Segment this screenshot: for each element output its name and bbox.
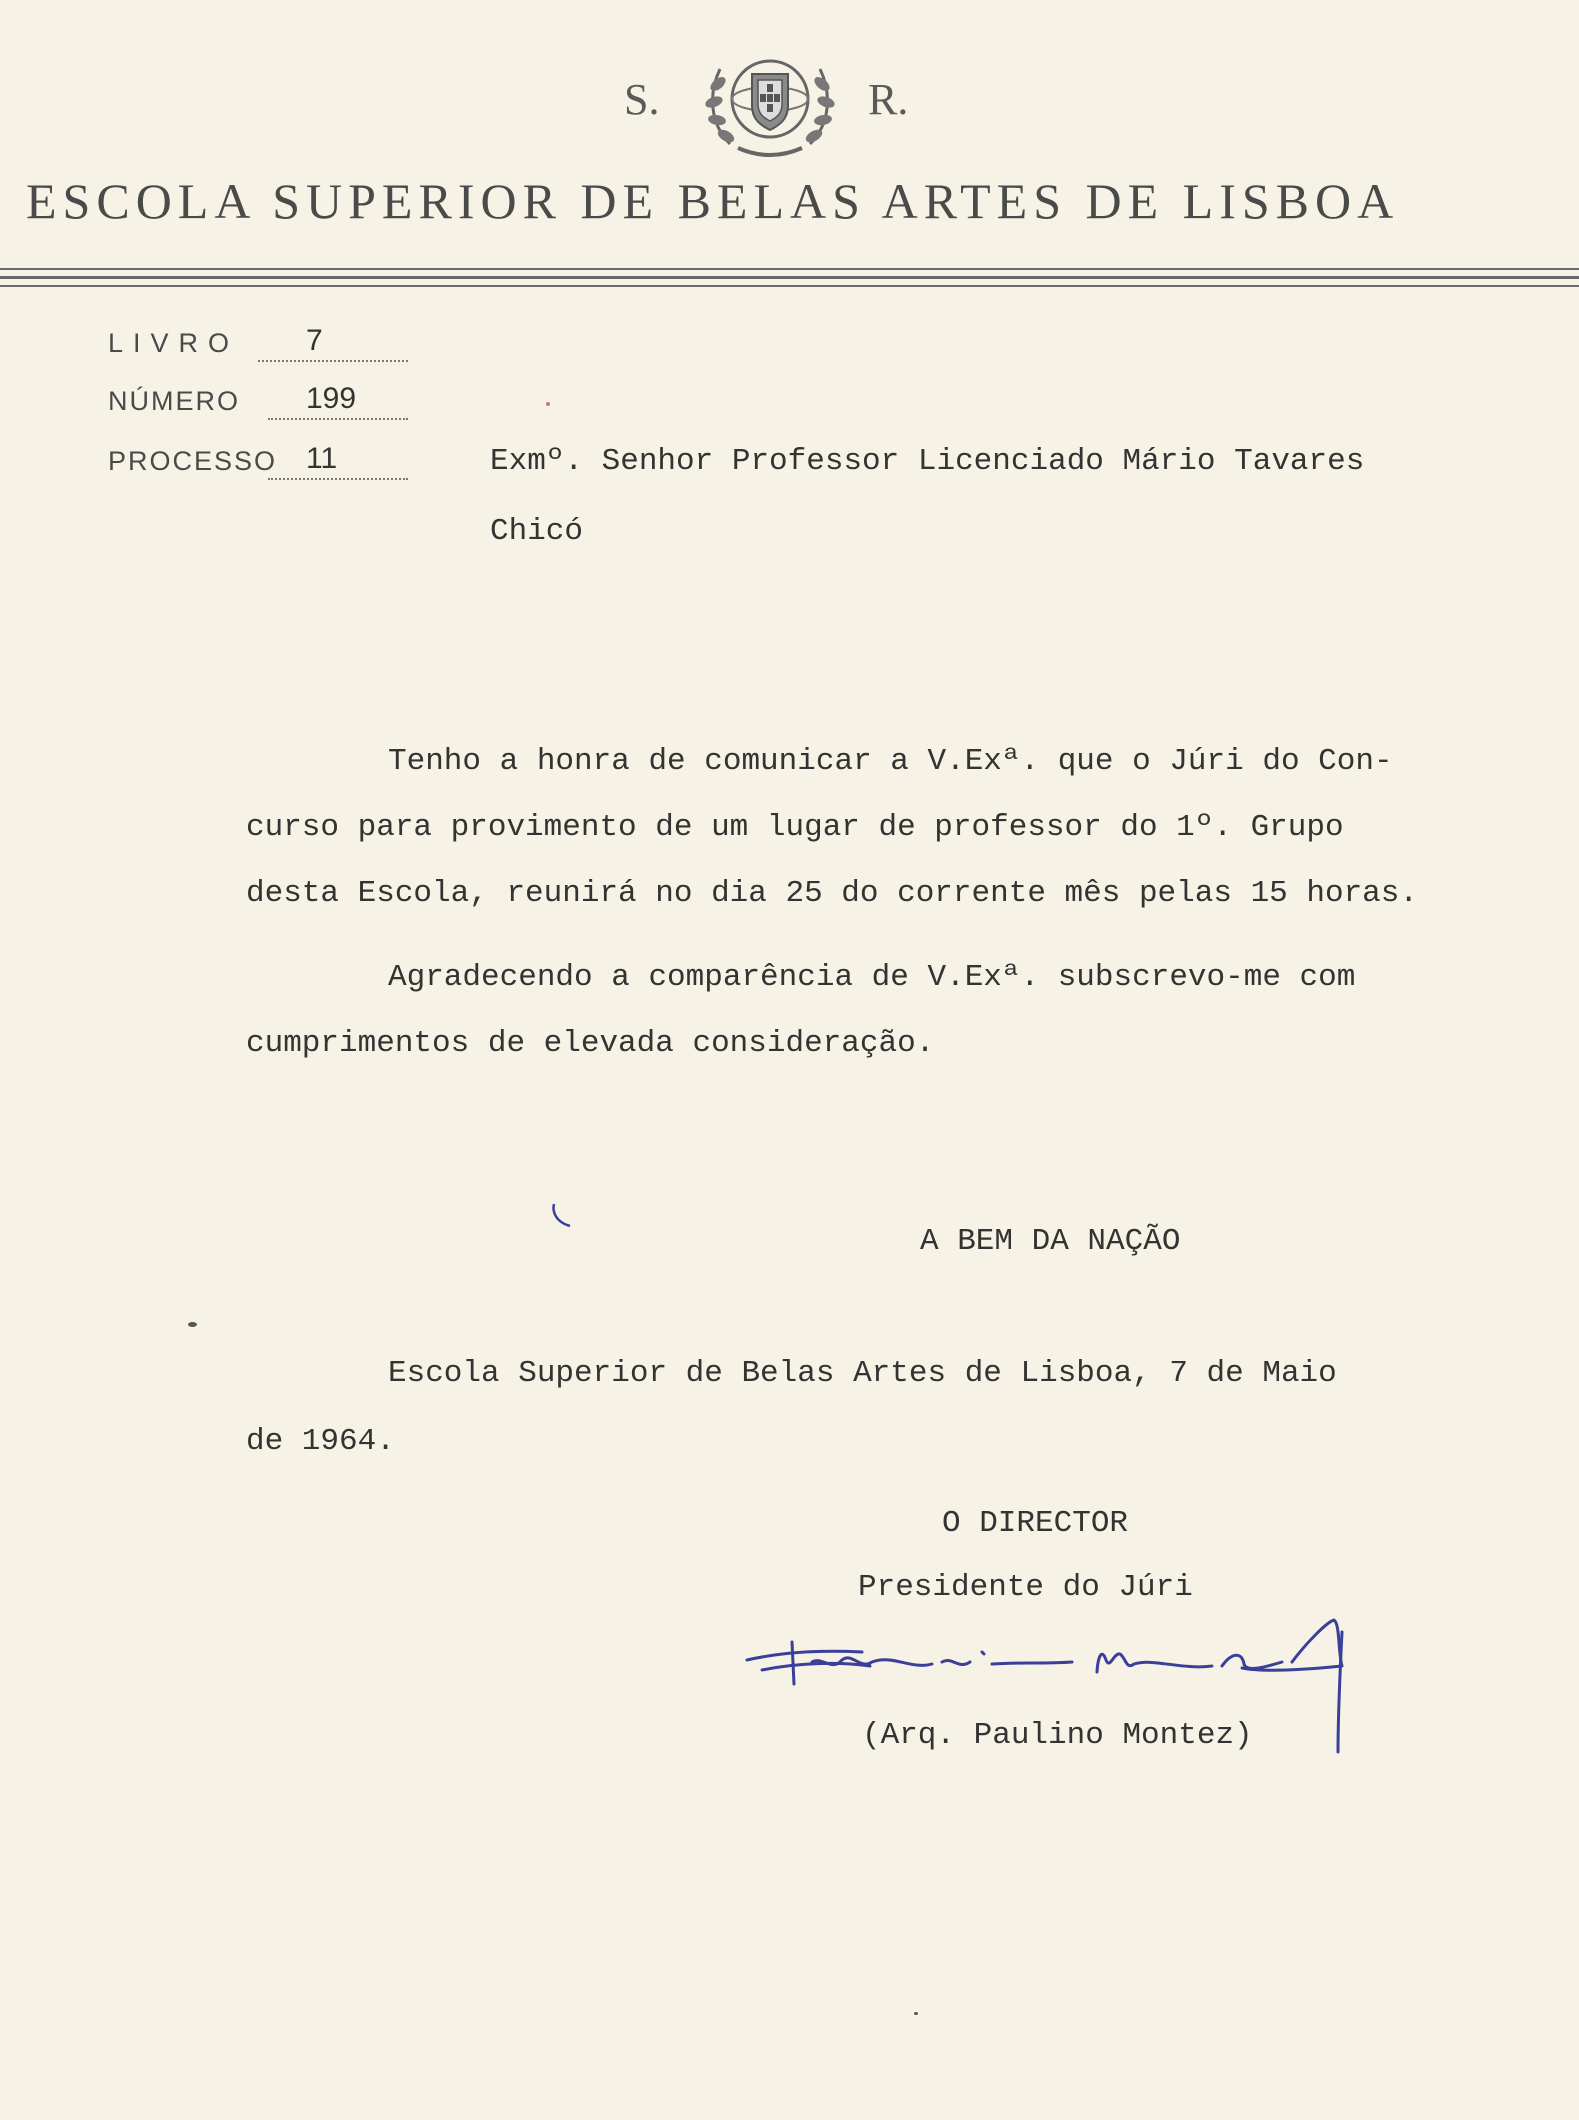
coat-of-arms-emblem [690, 44, 850, 164]
letterhead-left-initial: S. [624, 75, 660, 124]
livro-value: 7 [306, 324, 323, 357]
letterhead-divider [0, 276, 1579, 279]
ink-dot [914, 2012, 918, 2015]
place-date-line-1: Escola Superior de Belas Artes de Lisboa, 7 de Maio [388, 1356, 1337, 1391]
numero-dotted-line [268, 418, 408, 420]
body-paragraph-2-line-1: Agradecendo a comparência de V.Exª. subscrevo-me com [388, 960, 1356, 995]
processo-label: PROCESSO [108, 446, 278, 476]
body-paragraph-2-line-2: cumprimentos de elevada consideração. [246, 1026, 935, 1061]
letterhead-right-initial: R. [868, 75, 909, 124]
closing-motto: A BEM DA NAÇÃO [920, 1224, 1181, 1259]
processo-value: 11 [306, 442, 338, 475]
addressee-line-1: Exmº. Senhor Professor Licenciado Mário Tavares [490, 444, 1365, 479]
pen-mark-icon [548, 1200, 578, 1232]
school-name-heading: ESCOLA SUPERIOR DE BELAS ARTES DE LISBOA [26, 173, 1400, 229]
livro-dotted-line [258, 360, 408, 362]
signatory-name: (Arq. Paulino Montez) [862, 1718, 1253, 1753]
body-paragraph-1-line-2: curso para provimento de um lugar de professor do 1º. Grupo [246, 810, 1344, 845]
livro-label: LIVRO [108, 328, 240, 358]
ink-dot [188, 1322, 197, 1327]
numero-value: 199 [306, 382, 357, 415]
body-paragraph-1-line-3: desta Escola, reunirá no dia 25 do corrente mês pelas 15 horas. [246, 876, 1418, 911]
addressee-line-2: Chicó [490, 514, 584, 549]
letterhead-divider [0, 285, 1579, 287]
place-date-line-2: de 1964. [246, 1424, 395, 1459]
letterhead-divider [0, 268, 1579, 270]
numero-label: NÚMERO [108, 386, 240, 416]
processo-dotted-line [268, 478, 408, 480]
body-paragraph-1-line-1: Tenho a honra de comunicar a V.Exª. que o Júri do Con- [388, 744, 1393, 779]
director-title: O DIRECTOR [942, 1506, 1129, 1541]
jury-president-title: Presidente do Júri [858, 1570, 1193, 1605]
ink-dot [546, 402, 550, 406]
